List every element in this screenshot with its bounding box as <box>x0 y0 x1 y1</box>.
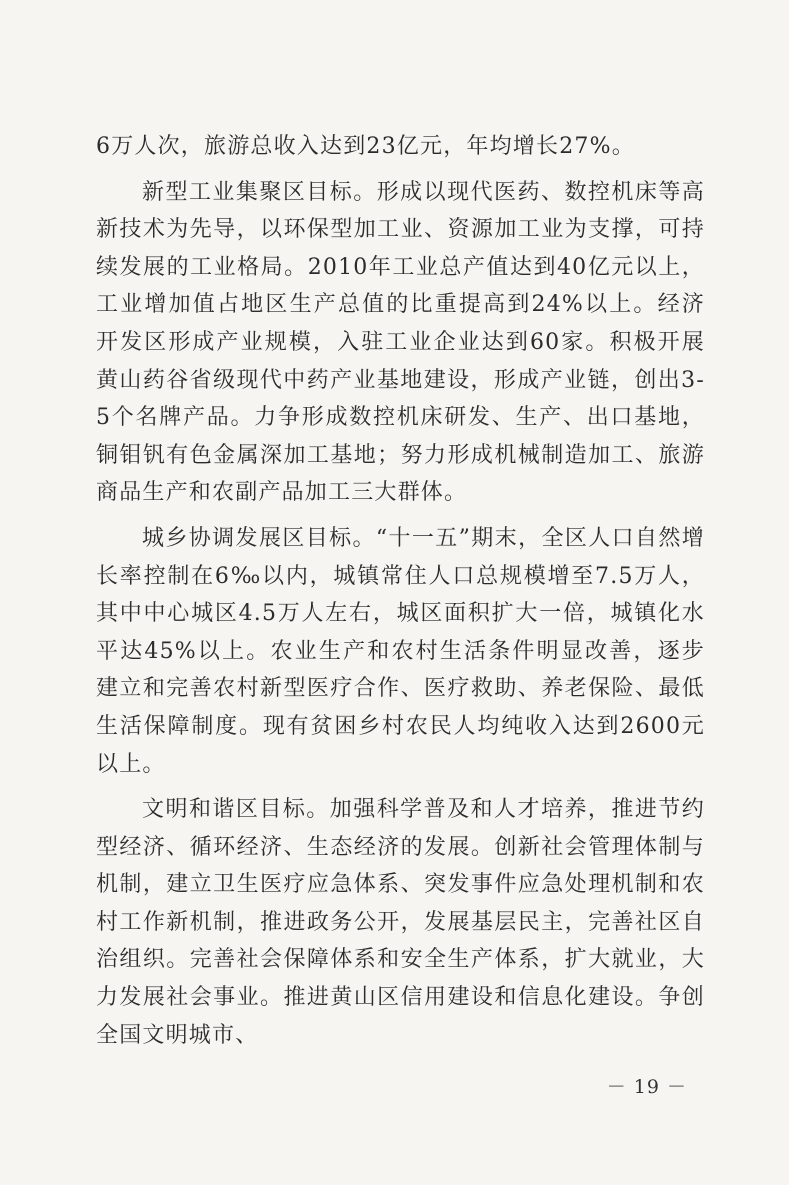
paragraph-tourism-continuation: 6万人次，旅游总收入达到23亿元，年均增长27%。 <box>96 134 635 159</box>
paragraph-industrial-zone-goal: 新型工业集聚区目标。形成以现代医药、数控机床等高新技术为先导，以环保型加工业、资源加工业为支撑，可持续发展的工业格局。2010年工业总产值达到40亿元以上，工业增加值占地区生产总值的比重提高到24%以上。经济开发区形成产业规模，入驻工业企业达到60家。积极开展黄山药谷省级现代中药产业基地建设，形成产业链，创出3-5个名牌产品。力争形成数控机床研发、生产、出口基地，铜钼钒有色金属深加工基地；努力形成机械制造加工、旅游商品生产和农副产品加工三大群体。 <box>96 179 705 506</box>
paragraph-urban-rural-goal: 城乡协调发展区目标。“十一五”期末，全区人口自然增长率控制在6‰以内，城镇常住人口总规模增至7.5万人，其中中心城区4.5万人左右，城区面积扩大一倍，城镇化水平达45%以上。农业生产和农村生活条件明显改善，逐步建立和完善农村新型医疗合作、医疗救助、养老保险、最低生活保障制度。现有贫困乡村农民人均纯收入达到2600元以上。 <box>96 525 705 777</box>
paragraph-civilized-harmonious-goal: 文明和谐区目标。加强科学普及和人才培养，推进节约型经济、循环经济、生态经济的发展。创新社会管理体制与机制，建立卫生医疗应急体系、突发事件应急处理机制和农村工作新机制，推进政务公开，发展基层民主，完善社区自治组织。完善社会保障体系和安全生产体系，扩大就业，大力发展社会事业。推进黄山区信用建设和信息化建设。争创全国文明城市、 <box>96 797 705 1048</box>
page-number: － 19 － <box>606 1076 687 1098</box>
